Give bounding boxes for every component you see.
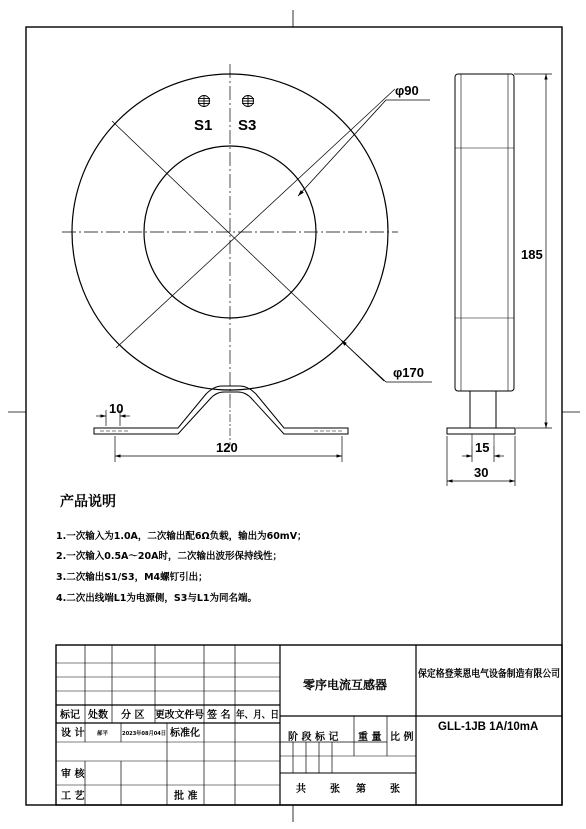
dim-10: 10 — [109, 401, 124, 416]
tb-standardize: 标准化 — [170, 728, 200, 739]
toroid-front-view — [62, 64, 398, 400]
tb-header-sign: 签 名 — [207, 710, 231, 721]
terminal-s1-screw-icon — [198, 95, 210, 107]
description-heading: 产品说明 — [60, 494, 116, 510]
tb-process: 工 艺 — [61, 791, 85, 802]
tb-sheet-no: 第 — [356, 784, 366, 795]
side-view — [447, 74, 515, 446]
terminal-s1-label: S1 — [194, 117, 213, 134]
description-line-3: 3.二次输出S1/S3，M4螺钉引出； — [56, 572, 208, 583]
tb-approve: 批 准 — [174, 791, 198, 802]
description-line-2: 2.一次输入0.5A～20A时，二次输出波形保持线性； — [56, 551, 282, 562]
terminal-s3-screw-icon — [242, 95, 254, 107]
tb-sheet-word: 张 — [390, 784, 400, 795]
terminal-screws — [198, 95, 254, 107]
description-line-4: 4.二次出线端L1为电源侧，S3与L1为同名端。 — [56, 593, 257, 604]
tb-weight: 重 量 — [358, 732, 382, 743]
description-line-1: 1.一次输入为1.0A，二次输出配6Ω负载，输出为60mV； — [56, 531, 307, 542]
tb-header-count: 处数 — [88, 710, 108, 721]
tb-design-date: 2023年08月04日 — [122, 731, 170, 737]
tb-scale: 比 例 — [390, 732, 414, 743]
drawing-frame — [8, 10, 580, 822]
tb-header-doc-no: 更改文件号 — [155, 710, 205, 721]
tb-header-date: 年、月、日 — [236, 710, 286, 721]
dim-phi90: φ90 — [395, 83, 419, 98]
tb-sheets-word: 张 — [330, 784, 340, 795]
tb-review: 审 核 — [61, 769, 85, 780]
dim-30: 30 — [474, 465, 489, 480]
dim-phi170: φ170 — [393, 365, 424, 380]
tb-stage: 阶 段 标 记 — [288, 732, 339, 743]
tb-design: 设 计 — [61, 728, 85, 739]
tb-designer: 郝平 — [97, 731, 109, 737]
terminal-s3-label: S3 — [238, 117, 257, 134]
tb-company: 保定格登莱恩电气设备制造有限公司 — [418, 669, 578, 680]
dim-185: 185 — [521, 247, 543, 262]
mounting-bracket — [94, 386, 348, 446]
tb-header-zone: 分 区 — [121, 710, 145, 721]
tb-model: GLL-1JB 1A/10mA — [438, 721, 539, 733]
tb-sheets-total: 共 — [296, 784, 306, 795]
tb-product-name: 零序电流互感器 — [303, 678, 388, 692]
dim-120: 120 — [216, 440, 238, 455]
dim-15: 15 — [475, 440, 490, 455]
tb-header-mark: 标记 — [60, 710, 80, 721]
